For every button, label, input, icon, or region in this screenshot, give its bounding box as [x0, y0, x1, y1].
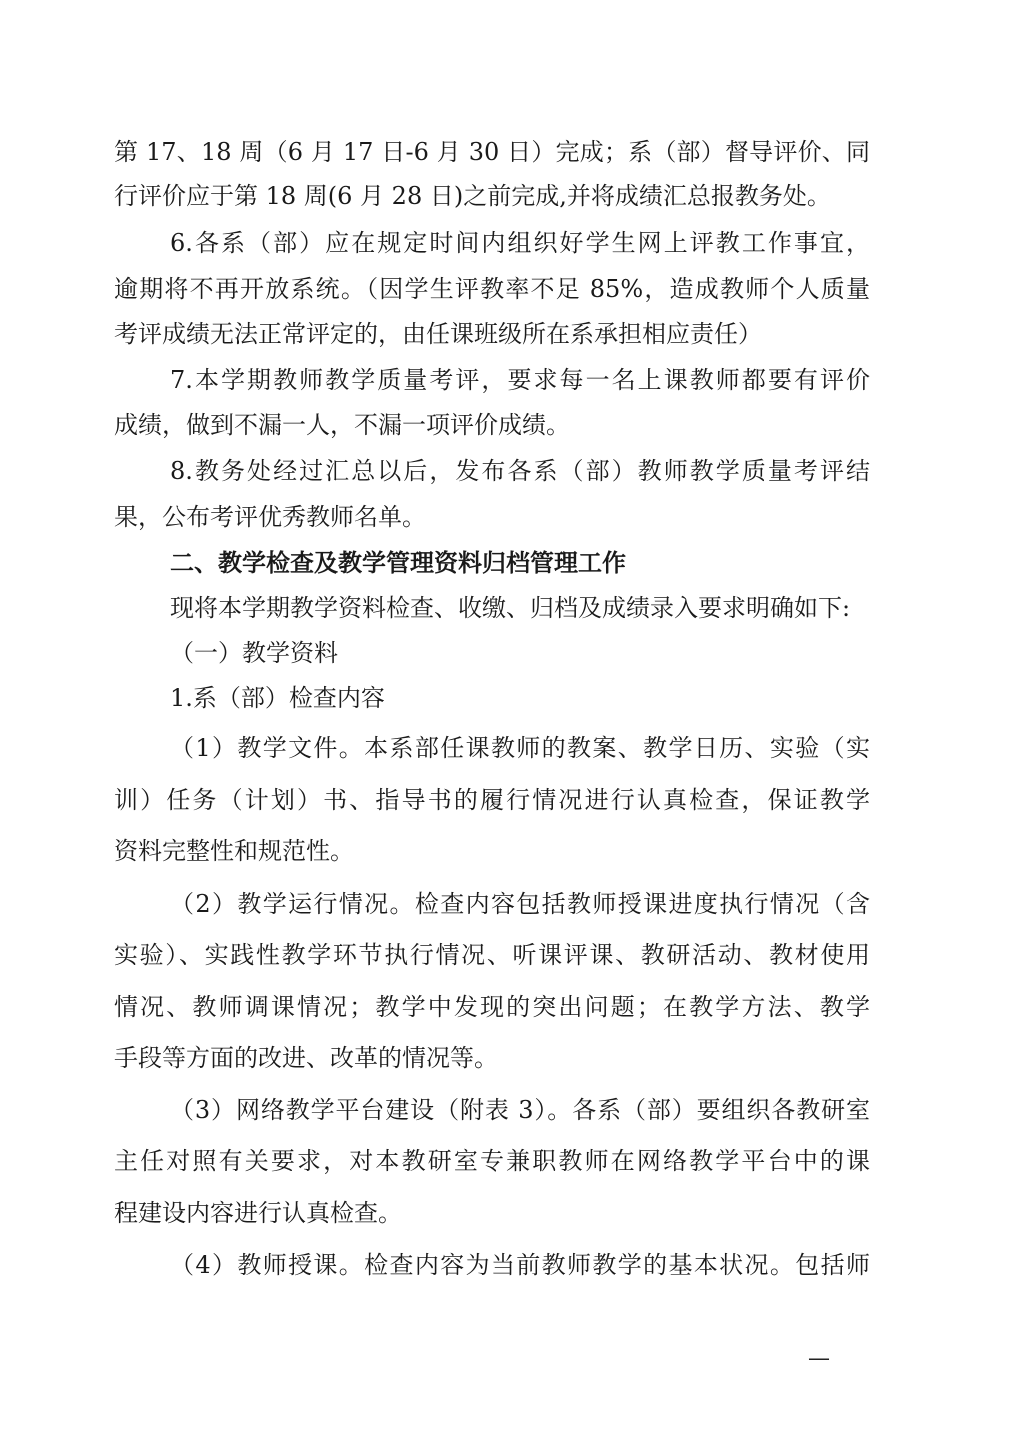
text-line: 情况、教师调课情况；教学中发现的突出问题；在教学方法、教学: [114, 993, 870, 1021]
text-line: （2）教学运行情况。检查内容包括教师授课进度执行情况（含: [170, 890, 870, 918]
text-line: 训）任务（计划）书、指导书的履行情况进行认真检查，保证教学: [114, 786, 870, 814]
text-line: （3）网络教学平台建设（附表 3）。各系（部）要组织各教研室: [170, 1096, 870, 1124]
text-line: 8.教务处经过汇总以后，发布各系（部）教师教学质量考评结: [170, 457, 870, 485]
text-line: 现将本学期教学资料检查、收缴、归档及成绩录入要求明确如下:: [170, 594, 851, 622]
text-line: 资料完整性和规范性。: [114, 837, 354, 865]
text-line: 第 17、18 周（6 月 17 日-6 月 30 日）完成；系（部）督导评价、同: [114, 138, 870, 166]
text-line: 逾期将不再开放系统。（因学生评教率不足 85%，造成教师个人质量: [114, 275, 870, 303]
text-line: 果，公布考评优秀教师名单。: [114, 503, 426, 531]
text-line: 主任对照有关要求，对本教研室专兼职教师在网络教学平台中的课: [114, 1147, 870, 1175]
text-line: （4）教师授课。检查内容为当前教师教学的基本状况。包括师: [170, 1251, 870, 1279]
text-line: 程建设内容进行认真检查。: [114, 1199, 402, 1227]
text-line: 考评成绩无法正常评定的，由任课班级所在系承担相应责任）: [114, 320, 762, 348]
text-line: 手段等方面的改进、改革的情况等。: [114, 1044, 498, 1072]
page-number: —: [808, 1346, 830, 1371]
text-line: （1）教学文件。本系部任课教师的教案、教学日历、实验（实: [170, 734, 870, 762]
text-line: 行评价应于第 18 周(6 月 28 日)之前完成,并将成绩汇总报教务处。: [114, 182, 831, 210]
section-heading: 二、教学检查及教学管理资料归档管理工作: [170, 549, 626, 577]
text-line: 1.系（部）检查内容: [170, 684, 385, 712]
subsection-heading: （一）教学资料: [170, 639, 338, 667]
text-line: 实验）、实践性教学环节执行情况、听课评课、教研活动、教材使用: [114, 941, 870, 969]
text-line: 成绩，做到不漏一人，不漏一项评价成绩。: [114, 411, 570, 439]
text-line: 7.本学期教师教学质量考评，要求每一名上课教师都要有评价: [170, 366, 870, 394]
text-line: 6.各系（部）应在规定时间内组织好学生网上评教工作事宜，: [170, 229, 870, 257]
